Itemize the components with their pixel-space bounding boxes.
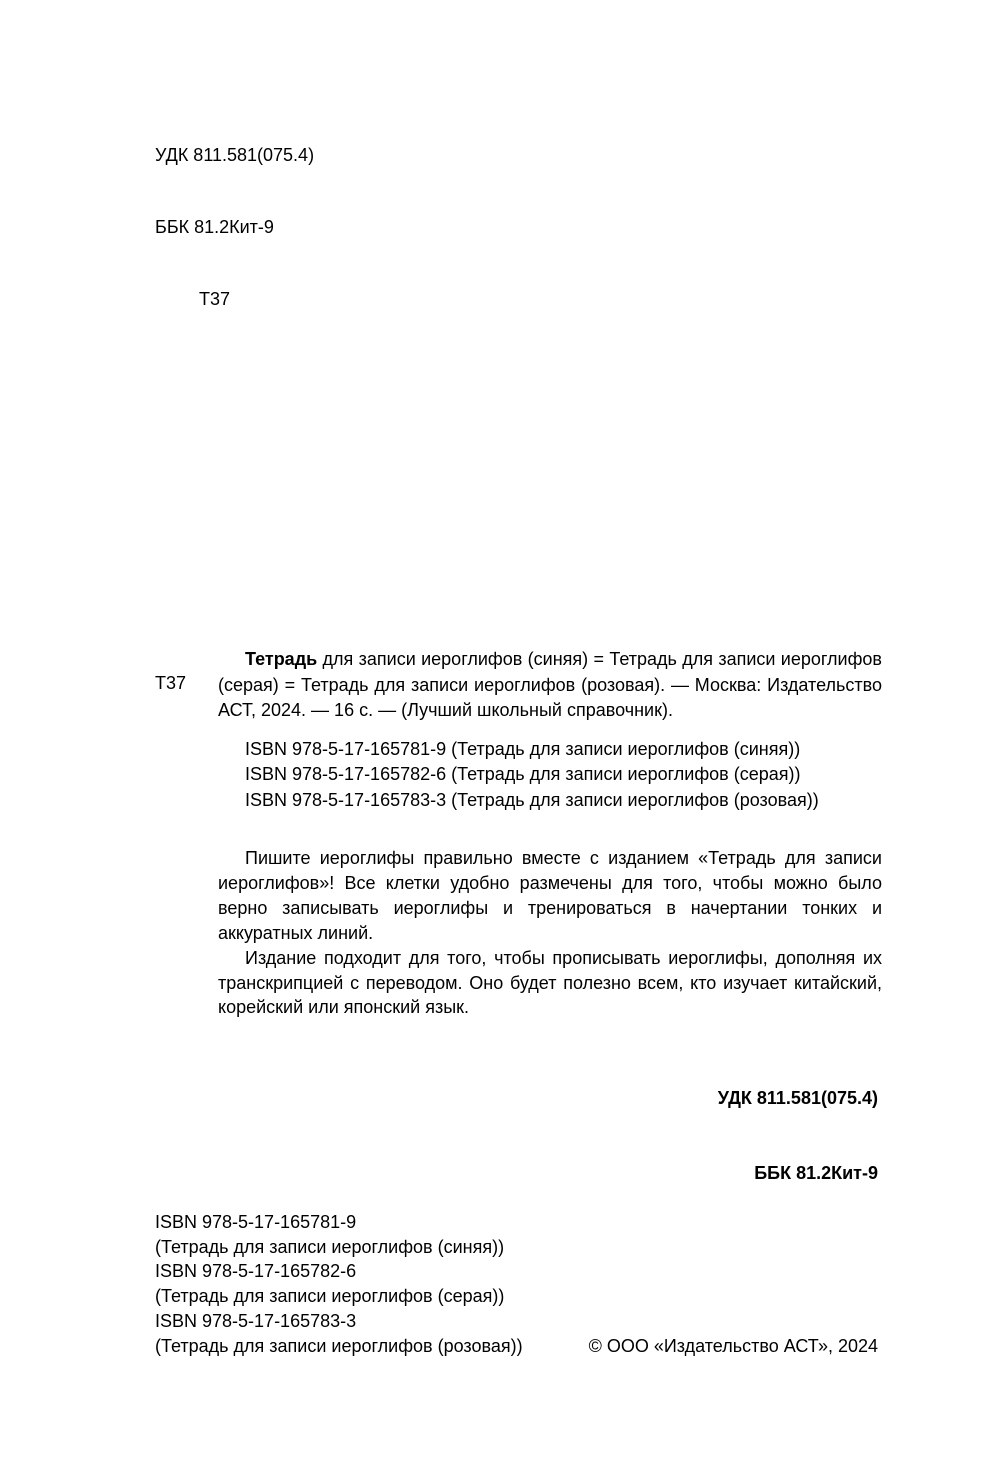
footer-udk-code: УДК 811.581(075.4): [717, 1088, 878, 1108]
isbn-line: ISBN 978-5-17-165781-9 (Тетрадь для записи иероглифов (синяя)): [245, 739, 801, 759]
bottom-isbn-title: (Тетрадь для записи иероглифов (серая)): [155, 1286, 505, 1307]
annotation-paragraph-1: Пишите иероглифы правильно вместе с изданием «Тетрадь для записи иероглифов»! Все клетки удобно размечены для того, чтобы можно было верно записывать иероглифы и тренироваться в начертании тонких и аккуратных линий.: [218, 848, 882, 943]
margin-author-sign: Т37: [155, 673, 187, 693]
bottom-isbn-number: ISBN 978-5-17-165783-3: [155, 1310, 357, 1331]
bottom-isbn-block: [155, 1210, 523, 1358]
catalog-entry-text: для записи иероглифов (синяя) = Тетрадь для записи иероглифов (серая) = Тетрадь для записи иероглифов (розовая). — Москва: Издательство АСТ, 2024. — 16 с. — (Лучший школьный справочник).: [218, 649, 882, 720]
footer-bbk-code: ББК 81.2Кит-9: [754, 1163, 878, 1183]
isbn-list: [245, 737, 819, 813]
catalog-entry-lead: Тетрадь: [245, 649, 318, 669]
author-sign-code: Т37: [199, 289, 231, 309]
bottom-isbn-number: ISBN 978-5-17-165781-9: [155, 1212, 357, 1232]
footer-classification-block: [718, 1036, 878, 1236]
isbn-line: ISBN 978-5-17-165783-3 (Тетрадь для записи иероглифов (розовая)): [245, 789, 819, 810]
udk-code: УДК 811.581(075.4): [155, 145, 315, 165]
bottom-isbn-title: (Тетрадь для записи иероглифов (синяя)): [155, 1236, 505, 1257]
bottom-isbn-number: ISBN 978-5-17-165782-6: [155, 1261, 357, 1282]
top-classification-block: [155, 95, 314, 359]
annotation: [218, 846, 882, 1020]
copyright-line: © ООО «Издательство АСТ», 2024: [588, 1336, 878, 1356]
bottom-isbn-title: (Тетрадь для записи иероглифов (розовая)): [155, 1335, 523, 1356]
annotation-paragraph-2: Издание подходит для того, чтобы прописывать иероглифы, дополняя их транскрипцией с переводом. Оно будет полезно всем, кто изучает китайский, корейский или японский язык.: [218, 947, 882, 1018]
catalog-entry: [218, 647, 882, 724]
isbn-line: ISBN 978-5-17-165782-6 (Тетрадь для записи иероглифов (серая)): [245, 764, 801, 785]
bbk-code: ББК 81.2Кит-9: [155, 217, 274, 237]
